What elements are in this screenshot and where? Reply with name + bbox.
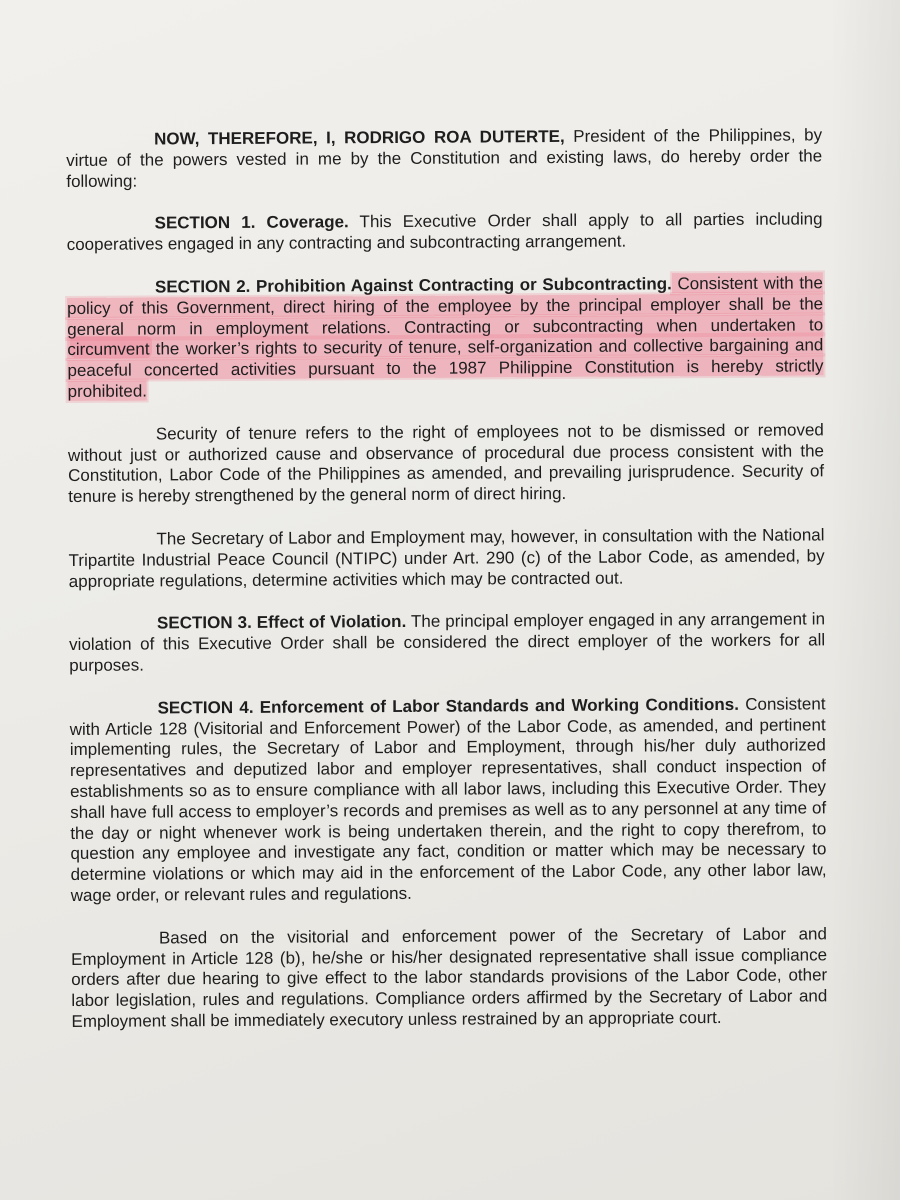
section-2-heading: SECTION 2. Prohibition Against Contracting or Subcontracting. <box>154 274 672 297</box>
section-3-heading: SECTION 3. Effect of Violation. <box>156 612 407 633</box>
section-3-text: The principal employer engaged in any arrangement in violation of this Executive Order shall be considered the direct employer of the workers for all purposes. <box>69 609 826 675</box>
page-edge-shadow <box>830 0 900 1200</box>
security-of-tenure-paragraph: Security of tenure refers to the right of employees not to be dismissed or removed without just or authorized cause and observance of procedural due process consistent with the Constitution, Labor Code of the Philippines as amended, and prevailing jurisprudence. Security of tenure is hereby strengthened by the general norm of direct hiring. <box>67 420 825 507</box>
document-body <box>66 125 828 1054</box>
section-1-heading: SECTION 1. Coverage. <box>154 212 349 233</box>
compliance-orders-paragraph: Based on the visitorial and enforcement power of the Secretary of Labor and Employment in Article 128 (b), he/she or his/her designated representative shall issue compliance orders after due hearing to give effect to the labor standards provisions of the Labor Code, other labor legislation, rules and regulations. Compliance orders affirmed by the Secretary of Labor and Employment shall be immediately executory unless restrained by an appropriate court. <box>71 924 828 1031</box>
preamble-lead: NOW, THEREFORE, I, RODRIGO ROA DUTERTE, <box>153 126 565 149</box>
section-4-text: Consistent with Article 128 (Visitorial and Enforcement Power) of the Labor Code, as amended, and pertinent implementing rules, the Secretary of Labor and Employment, through his/her duly authorized representatives and deputized labor and employer representatives, shall conduct inspection of establishments so as to ensure compliance with all labor laws, including this Executive Order. They shall have full access to employer’s records and premises as well as to any personnel at any time of the day or night whenever work is being undertaken therein, and the right to copy therefrom, to question any employee and investigate any fact, condition or matter which may be necessary to determine violations or which may aid in the enforcement of the Labor Code, any other labor law, wage order, or relevant rules and regulations. <box>69 694 827 905</box>
secretary-labor-paragraph: The Secretary of Labor and Employment may, however, in consultation with the National Tripartite Industrial Peace Council (NTIPC) under Art. 290 (c) of the Labor Code, as amended, by appropriate regulations, determine activities which may be contracted out. <box>68 525 825 591</box>
section-2-paragraph <box>67 273 824 402</box>
section-1-text: This Executive Order shall apply to all parties including cooperatives engaged in any contracting and subcontracting arrangement. <box>66 209 823 255</box>
preamble-paragraph <box>66 125 822 192</box>
section-2-highlighted-text: Consistent with the policy of this Government, direct hiring of the employee by the principal employer shall be the general norm in employment relations. Contracting or subcontracting when undertaken to circumvent the worker’s rights to security of tenure, self-organization and collective bargaining and peaceful concerted activities pursuant to the 1987 Philippine Constitution is hereby strictly prohibited. <box>67 273 824 401</box>
preamble-text: President of the Philippines, by virtue of the powers vested in me by the Constitution and existing laws, do hereby order the following: <box>66 125 823 191</box>
section-4-heading: SECTION 4. Enforcement of Labor Standards and Working Conditions. <box>157 694 739 718</box>
section-1-paragraph <box>67 210 823 256</box>
section-4-paragraph <box>69 694 826 907</box>
section-3-paragraph <box>69 610 825 677</box>
